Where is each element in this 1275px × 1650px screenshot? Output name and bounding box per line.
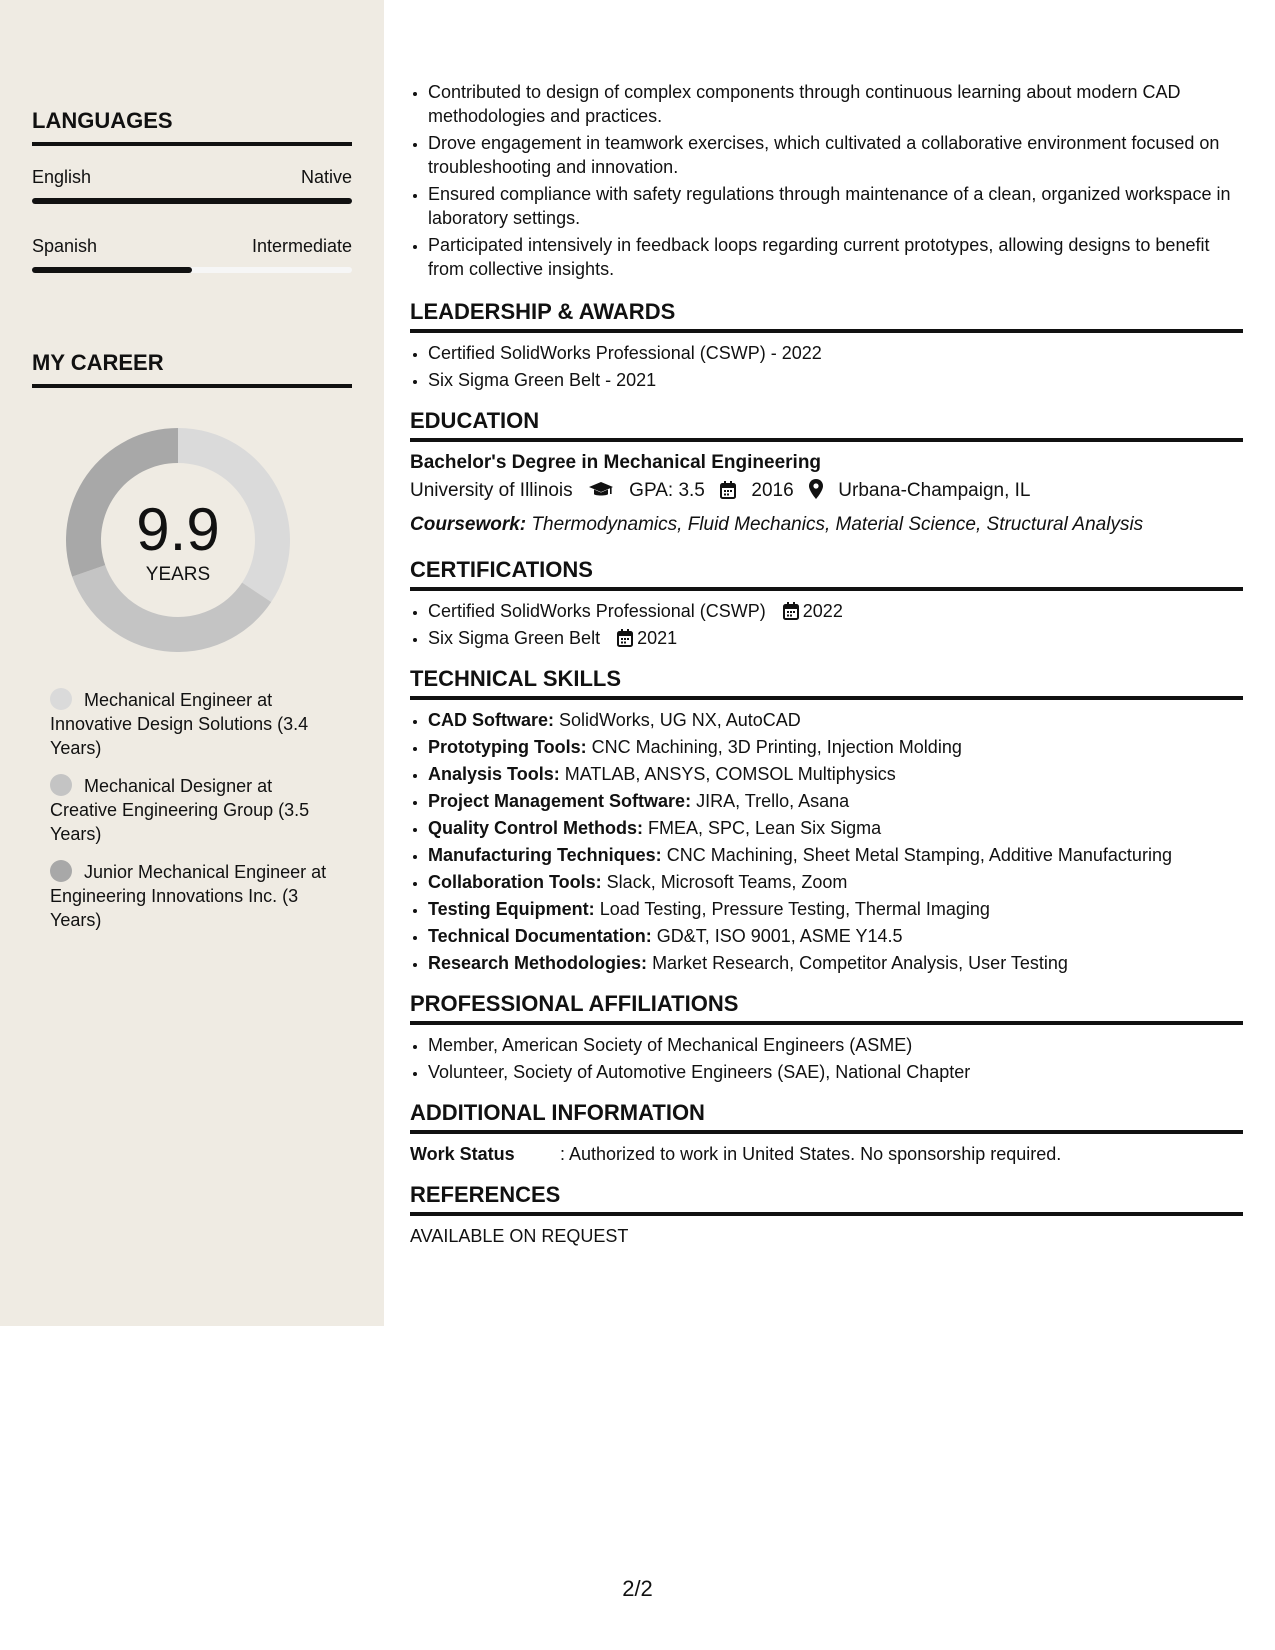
skill-value: MATLAB, ANSYS, COMSOL Multiphysics [564, 764, 896, 784]
experience-bullet: • Participated intensively in feedback loops regarding current prototypes, allowing designs to benefit from collective insights. [428, 233, 1243, 281]
career-legend-text: Mechanical Engineer at Innovative Design Solutions (3.4 Years) [50, 690, 309, 758]
certification-name: Six Sigma Green Belt [428, 628, 601, 648]
affiliations-list [410, 1033, 1243, 1084]
skill-label: Collaboration Tools: [428, 872, 602, 892]
work-status-label: Work Status [410, 1144, 515, 1164]
leadership-item: • Certified SolidWorks Professional (CSWP) - 2022 [428, 341, 1243, 365]
skill-item [428, 789, 1243, 813]
skill-label: CAD Software: [428, 710, 555, 730]
affiliations-heading: PROFESSIONAL AFFILIATIONS [410, 991, 1243, 1025]
language-bar-fill [32, 267, 192, 273]
education-heading: EDUCATION [410, 408, 1243, 442]
skill-label: Quality Control Methods: [428, 818, 643, 838]
calendar-icon [783, 602, 799, 620]
language-bar [32, 267, 352, 273]
certification-item [428, 599, 1243, 623]
certification-name: Certified SolidWorks Professional (CSWP) [428, 601, 766, 621]
education-degree: Bachelor's Degree in Mechanical Engineering [410, 452, 822, 473]
additional-info-heading: ADDITIONAL INFORMATION [410, 1100, 1243, 1134]
skill-item [428, 951, 1243, 975]
career-legend-item [50, 688, 340, 760]
calendar-icon [720, 479, 736, 509]
experience-bullets [410, 80, 1243, 281]
skill-value: Market Research, Competitor Analysis, User Testing [652, 953, 1068, 973]
certification-item [428, 626, 1243, 650]
certification-year: 2022 [802, 601, 843, 621]
skill-label: Project Management Software: [428, 791, 692, 811]
skill-value: JIRA, Trello, Asana [696, 791, 850, 811]
legend-dot-icon [50, 774, 72, 796]
career-legend-item [50, 860, 340, 932]
work-status [410, 1142, 1243, 1166]
coursework-label: Coursework: [410, 514, 527, 535]
legend-dot-icon [50, 688, 72, 710]
skill-label: Technical Documentation: [428, 926, 652, 946]
skill-item [428, 816, 1243, 840]
language-name: English [32, 167, 92, 187]
skill-item [428, 924, 1243, 948]
languages-heading: LANGUAGES [32, 108, 352, 146]
education-school: University of Illinois [410, 480, 573, 501]
certification-year: 2021 [637, 628, 678, 648]
skill-value: Load Testing, Pressure Testing, Thermal Imaging [599, 899, 990, 919]
skill-label: Prototyping Tools: [428, 737, 587, 757]
skill-item [428, 843, 1243, 867]
career-total [66, 428, 290, 652]
affiliation-item: • Member, American Society of Mechanical Engineers (ASME) [428, 1033, 1243, 1057]
skills-list [410, 708, 1243, 975]
language-name: Spanish [32, 236, 98, 256]
calendar-icon [617, 629, 633, 647]
sidebar [0, 0, 384, 1326]
certifications-list [410, 599, 1243, 650]
main-content [410, 80, 1243, 1248]
skill-value: CNC Machining, Sheet Metal Stamping, Additive Manufacturing [666, 845, 1172, 865]
leadership-item: • Six Sigma Green Belt - 2021 [428, 368, 1243, 392]
skill-value: SolidWorks, UG NX, AutoCAD [559, 710, 801, 730]
certifications-heading: CERTIFICATIONS [410, 557, 1243, 591]
skill-label: Analysis Tools: [428, 764, 560, 784]
education-year: 2016 [751, 480, 794, 501]
coursework-value: Thermodynamics, Fluid Mechanics, Material Science, Structural Analysis [531, 514, 1144, 535]
language-level: Intermediate [251, 236, 352, 256]
skill-label: Manufacturing Techniques: [428, 845, 662, 865]
certification-date [783, 599, 843, 623]
education-location: Urbana-Champaign, IL [838, 480, 1031, 501]
education-details [410, 476, 1243, 509]
career-total-unit: YEARS [145, 564, 211, 585]
experience-bullet: • Ensured compliance with safety regulations through maintenance of a clean, organized workspace in laboratory settings. [428, 182, 1243, 230]
skill-label: Testing Equipment: [428, 899, 595, 919]
work-status-value: : Authorized to work in United States. No sponsorship required. [560, 1144, 1062, 1164]
career-legend-item [50, 774, 340, 846]
skill-value: GD&T, ISO 9001, ASME Y14.5 [656, 926, 903, 946]
certification-date [617, 626, 677, 650]
skill-item [428, 870, 1243, 894]
career-legend [50, 688, 340, 946]
education-coursework [410, 509, 1243, 541]
skill-label: Research Methodologies: [428, 953, 648, 973]
legend-dot-icon [50, 860, 72, 882]
skill-item [428, 762, 1243, 786]
career-heading: MY CAREER [32, 350, 352, 388]
technical-skills-heading: TECHNICAL SKILLS [410, 666, 1243, 700]
references-text: AVAILABLE ON REQUEST [410, 1226, 629, 1246]
affiliation-item: • Volunteer, Society of Automotive Engineers (SAE), National Chapter [428, 1060, 1243, 1084]
education-gpa: GPA: 3.5 [629, 480, 705, 501]
graduation-cap-icon [588, 479, 614, 509]
career-total-value: 9.9 [136, 496, 220, 563]
skill-value: FMEA, SPC, Lean Six Sigma [648, 818, 882, 838]
leadership-list [410, 341, 1243, 392]
experience-bullet: • Contributed to design of complex components through continuous learning about modern CAD methodologies and practices. [428, 80, 1243, 128]
skill-item [428, 735, 1243, 759]
career-legend-text: Junior Mechanical Engineer at Engineering Innovations Inc. (3 Years) [50, 862, 327, 930]
experience-bullet: • Drove engagement in teamwork exercises, which cultivated a collaborative environment focused on troubleshooting and innovation. [428, 131, 1243, 179]
language-bar-fill [32, 198, 352, 204]
location-pin-icon [809, 479, 823, 509]
skill-value: CNC Machining, 3D Printing, Injection Molding [591, 737, 962, 757]
leadership-heading: LEADERSHIP & AWARDS [410, 299, 1243, 333]
references-heading: REFERENCES [410, 1182, 1243, 1216]
page-number: 2/2 [622, 1576, 653, 1601]
language-bar [32, 198, 352, 204]
language-level: Native [300, 167, 352, 187]
skill-value: Slack, Microsoft Teams, Zoom [606, 872, 848, 892]
skill-item [428, 897, 1243, 921]
skill-item [428, 708, 1243, 732]
career-legend-text: Mechanical Designer at Creative Engineering Group (3.5 Years) [50, 776, 310, 844]
